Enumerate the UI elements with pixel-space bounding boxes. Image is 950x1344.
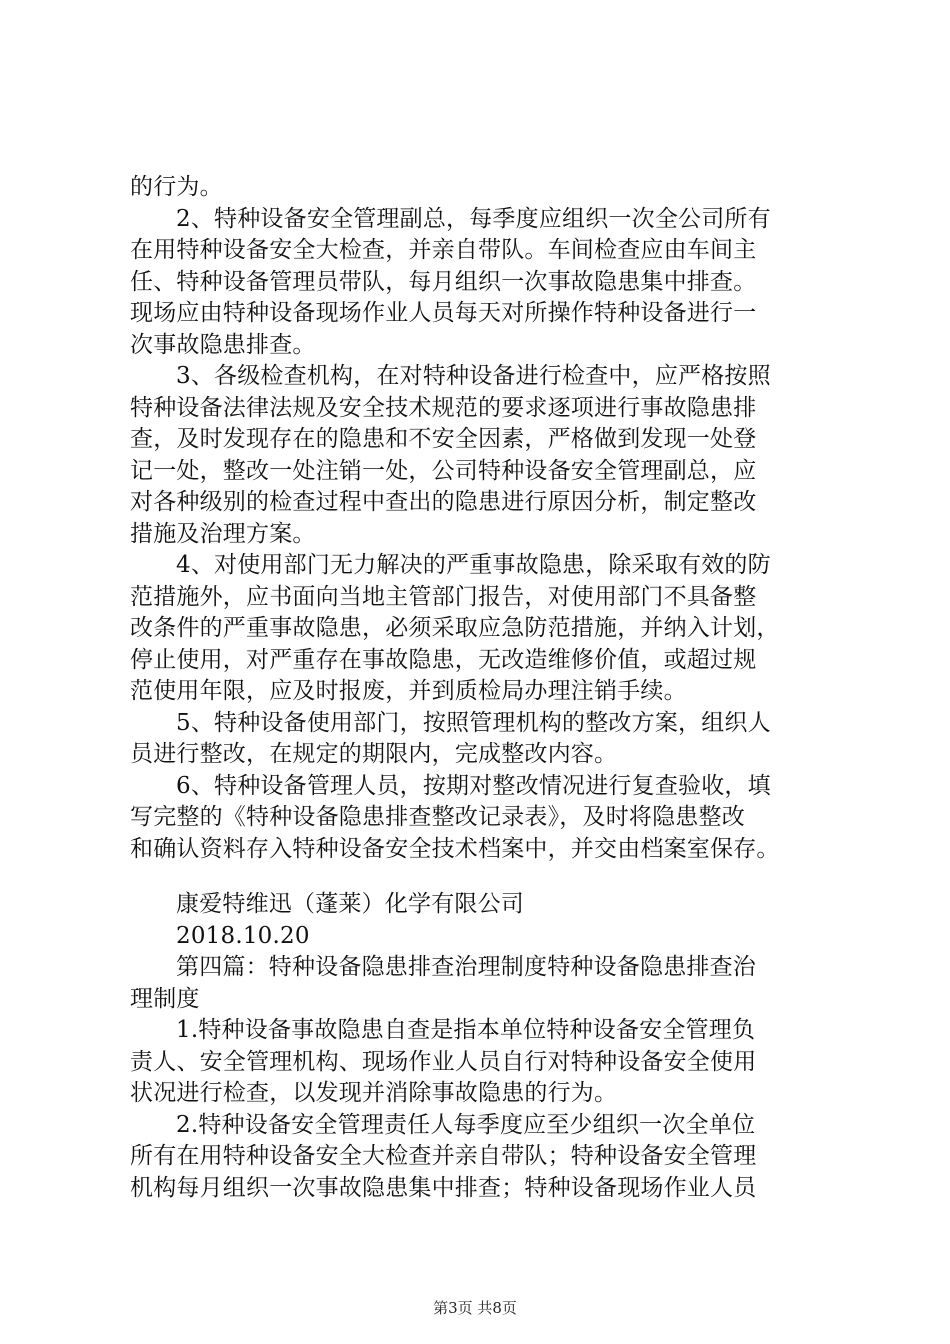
document-body [130,172,830,1204]
text-line: 现场应由特种设备现场作业人员每天对所操作特种设备进行一 [130,300,757,326]
text-line: 2、特种设备安全管理副总，每季度应组织一次全公司所有 [176,205,771,232]
section-title-continued: 理制度 [130,985,200,1012]
text-line: 2.特种设备安全管理责任人每季度应至少组织一次全单位 [176,1111,756,1138]
text-line: 1.特种设备事故隐患自查是指本单位特种设备安全管理负 [176,1017,756,1043]
text-line: 改条件的严重事故隐患，必须采取应急防范措施，并纳入计划， [130,615,780,641]
company-signature: 康爱特维迅（蓬莱）化学有限公司 [176,891,524,917]
text-line: 和确认资料存入特种设备安全技术档案中，并交由档案室保存。 [130,835,780,862]
signature-date: 2018.10.20 [176,922,310,949]
text-line: 6、特种设备管理人员，按期对整改情况进行复查验收，填 [176,772,771,799]
text-line: 特种设备法律法规及安全技术规范的要求逐项进行事故隐患排 [130,394,757,421]
text-line: 状况进行检查，以发现并消除事故隐患的行为。 [130,1080,618,1106]
text-line: 次事故隐患排查。 [130,331,316,358]
text-line: 措施及治理方案。 [130,520,316,547]
page-number-footer: 第3页 共8页 [433,1299,517,1317]
text-line: 的行为。 [130,174,223,200]
text-line: 任、特种设备管理员带队，每月组织一次事故隐患集中排查。 [130,268,757,295]
text-line: 员进行整改，在规定的期限内，完成整改内容。 [130,741,618,767]
text-line: 4、对使用部门无力解决的严重事故隐患，除采取有效的防 [176,552,771,578]
text-line: 记一处，整改一处注销一处，公司特种设备安全管理副总，应 [130,457,757,484]
text-line: 查，及时发现存在的隐患和不安全因素，严格做到发现一处登 [130,426,757,452]
text-line: 5、特种设备使用部门，按照管理机构的整改方案，组织人 [176,709,771,736]
text-line: 写完整的《特种设备隐患排查整改记录表》，及时将隐患整改 [130,804,745,830]
text-line: 对各种级别的检查过程中查出的隐患进行原因分析，制定整改 [130,489,757,515]
text-line: 机构每月组织一次事故隐患集中排查；特种设备现场作业人员 [130,1174,757,1201]
text-line: 范措施外，应书面向当地主管部门报告，对使用部门不具备整 [130,583,757,610]
section-title: 第四篇：特种设备隐患排查治理制度特种设备隐患排查治 [176,954,756,980]
text-line: 在用特种设备安全大检查，并亲自带队。车间检查应由车间主 [130,237,757,263]
text-line: 责人、安全管理机构、现场作业人员自行对特种设备安全使用 [130,1048,757,1075]
text-line: 所有在用特种设备安全大检查并亲自带队；特种设备安全管理 [130,1143,757,1169]
text-line: 3、各级检查机构，在对特种设备进行检查中，应严格按照 [176,363,771,389]
text-line: 范使用年限，应及时报废，并到质检局办理注销手续。 [130,678,687,704]
paragraph-gap [130,865,830,889]
text-line: 停止使用，对严重存在事故隐患，无改造维修价值，或超过规 [130,646,757,673]
